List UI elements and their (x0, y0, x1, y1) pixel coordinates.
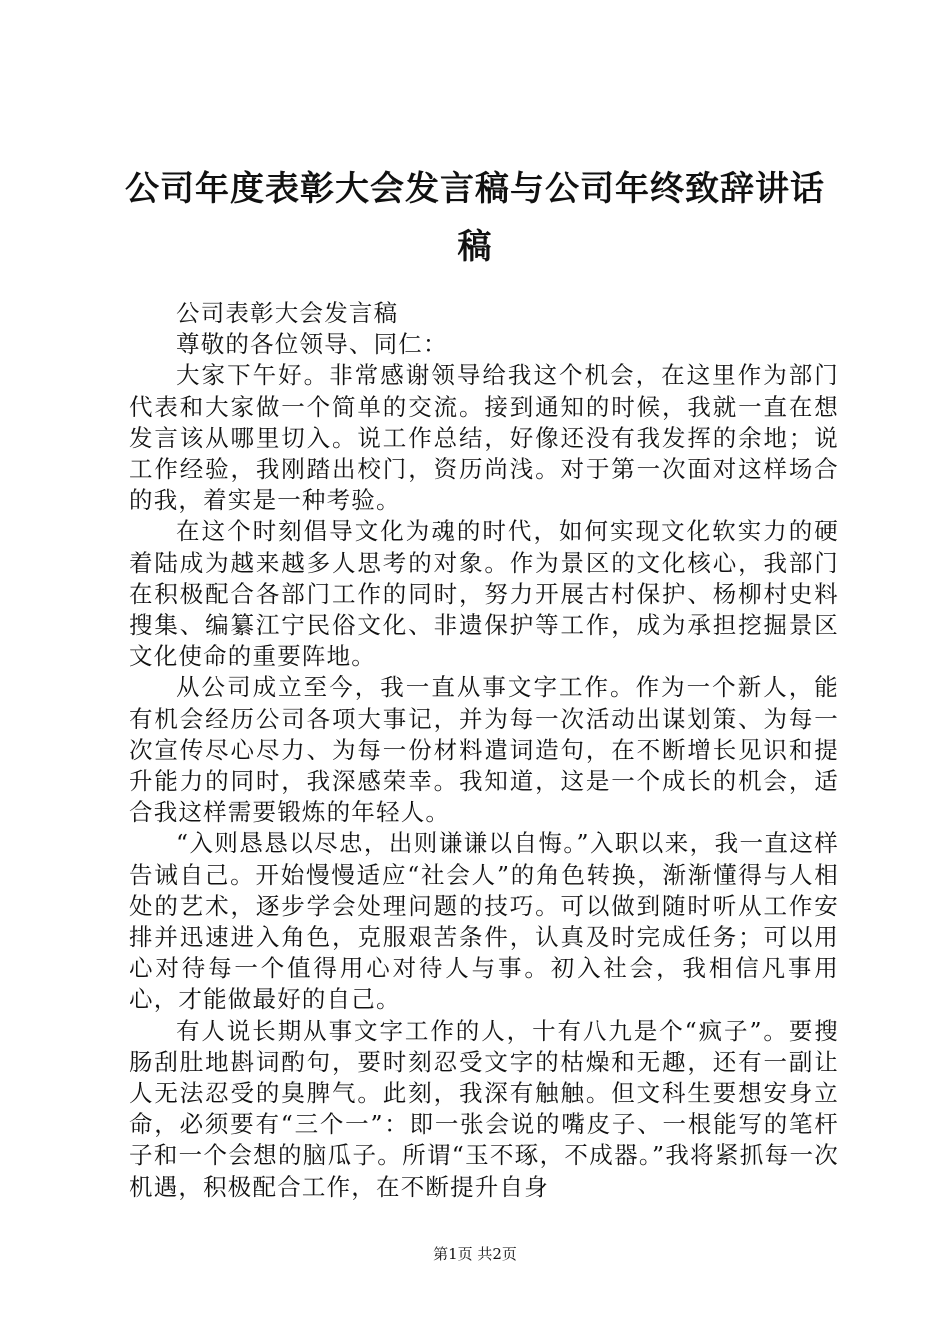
paragraph: 从公司成立至今，我一直从事文字工作。作为一个新人，能有机会经历公司各项大事记，并为每一次活动出谋划策、为每一次宣传尽心尽力、为每一份材料遣词造句，在不断增长见识和提升能力的同时，我深感荣幸。我知道，这是一个成长的机会，适合我这样需要锻炼的年轻人。 (129, 673, 839, 827)
page-number-footer: 第1页 共2页 (433, 1245, 517, 1263)
paragraph: 有人说长期从事文字工作的人，十有八九是个“疯子”。要搜肠刮肚地斟词酌句，要时刻忍受文字的枯燥和无趣，还有一副让人无法忍受的臭脾气。此刻，我深有触触。但文科生要想安身立命，必须要有“三个一”：即一张会说的嘴皮子、一根能写的笔杆子和一个会想的脑瓜子。所谓“玉不琢，不成器。”我将紧抓每一次机遇，积极配合工作，在不断提升自身 (129, 1016, 839, 1201)
paragraph: “入则恳恳以尽忠，出则谦谦以自悔。”入职以来，我一直这样告诫自己。开始慢慢适应“社会人”的角色转换，渐渐懂得与人相处的艺术，逐步学会处理问题的技巧。可以做到随时听从工作安排并迅速进入角色，克服艰苦条件，认真及时完成任务；可以用心对待每一个值得用心对待人与事。初入社会，我相信凡事用心，才能做最好的自己。 (129, 829, 839, 1014)
document-title: 公司年度表彰大会发言稿与公司年终致辞讲话稿 (125, 169, 825, 267)
document-body (129, 298, 839, 1203)
paragraph: 大家下午好。非常感谢领导给我这个机会，在这里作为部门代表和大家做一个简单的交流。接到通知的时候，我就一直在想发言该从哪里切入。说工作总结，好像还没有我发挥的余地；说工作经验，我刚踏出校门，资历尚浅。对于第一次面对这样场合的我，着实是一种考验。 (129, 361, 839, 515)
paragraph: 在这个时刻倡导文化为魂的时代，如何实现文化软实力的硬着陆成为越来越多人思考的对象。作为景区的文化核心，我部门在积极配合各部门工作的同时，努力开展古村保护、杨柳村史料搜集、编纂江宁民俗文化、非遗保护等工作，成为承担挖掘景区文化使命的重要阵地。 (129, 517, 839, 671)
salutation: 尊敬的各位领导、同仁： (176, 330, 448, 359)
section-heading: 公司表彰大会发言稿 (176, 299, 399, 327)
